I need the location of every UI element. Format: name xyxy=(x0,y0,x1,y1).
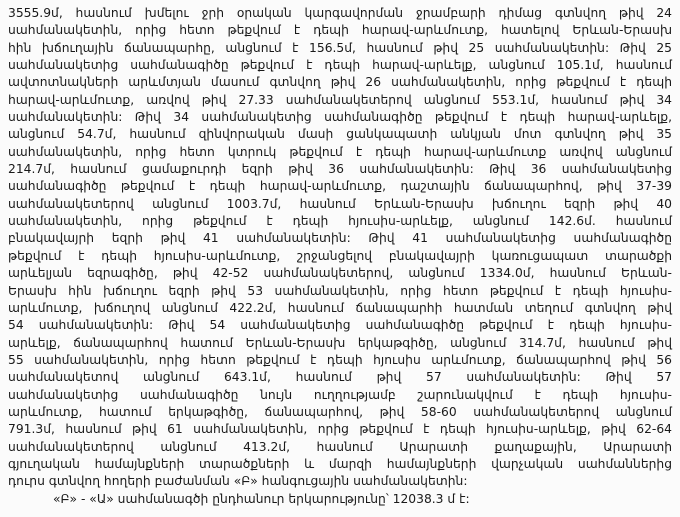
total-length-line: «Բ» - «Ա» սահմանագծի ընդհանուր երկարությունը՝ 12038.3 մ է: xyxy=(53,491,470,506)
text-line: սահմանակետով անցնում 643.1մ, հասնում թիվ 57 սահմանակետին: Թիվ 57 xyxy=(8,370,672,385)
text-line: 55 սահմանակետին, որից հետո թեքվում է դեպի հյուսիս արևմուտք, ճանապարհով թիվ 56 xyxy=(8,352,672,367)
text-line: արևելյան եզրագիծը, թիվ 42-52 սահմանակետերով, անցնում 1334.0մ, հասնում Երևան- xyxy=(8,266,672,281)
text-line: 791.3մ, հասնում թիվ 61 սահմանակետին, որից թեքվում է դեպի հյուսիս-արևելք, թիվ 62-64 xyxy=(8,422,672,437)
text-line: սահմանակետին, որից հետո թեքվում է դեպի հարավ-արևմուտք, հատելով Երևան-Երասխ xyxy=(8,23,672,38)
text-line: սահմանագիծը թեքվում է դեպի հարավ-արևմուտք, դաշտային ճանապարհով, թիվ 37-39 xyxy=(8,179,672,194)
text-line: Երասխ հին խճուղու եզրի թիվ 53 սահմանակետին, որից հետո թեքվում է դեպի հյուսիս- xyxy=(8,283,672,298)
text-line: հին խճուղային ճանապարհը, անցնում է 156.5մ, հասնում թիվ 25 սահմանակետին: Թիվ 25 xyxy=(8,40,672,55)
text-line: 54 սահմանակետին: Թիվ 54 սահմանակետից սահմանագիծը թեքվում է դեպի հյուսիս- xyxy=(8,318,672,333)
text-line: բնակավայրի եզրի թիվ 41 սահմանակետին: Թիվ 41 սահմանակետից սահմանագիծը xyxy=(8,231,672,246)
text-line: հարավ-արևմուտք, առվով թիվ 27.33 սահմանակետերով անցնում 553.1մ, հասնում թիվ 34 xyxy=(8,92,672,107)
text-line: սահմանակետին, որից հետո կտրուկ թեքվում է դեպի հարավ-արևմուտք առվով անցնում xyxy=(8,144,672,159)
text-line: 3555.9մ, հասնում խմելու ջրի օրական կարգավորման ջրամբարի դիմաց գտնվող թիվ 24 xyxy=(8,6,672,20)
text-line: սահմանակետից սահմանագիծը նույն ուղղությամբ շարունակվում է դեպի հյուսիս- xyxy=(8,387,672,402)
text-line: 214.7մ, հասնում ցամաքուրդի եզրի թիվ 36 սահմանակետին: Թիվ 36 սահմանակետից xyxy=(8,162,672,177)
text-line: սահմանակետից սահմանագիծը թեքվում է դեպի հարավ-արևելք, անցնում 105.1մ, հասնում xyxy=(8,58,672,73)
text-line: արևմուտք, հատում երկաթգիծը, ճանապարհով, թիվ 58-60 սահմանակետերով անցնում xyxy=(8,404,672,419)
text-line: անցնում 54.7մ, հասնում զինվորական մասի ցանկապատի անկյան մոտ գտնվող թիվ 35 xyxy=(8,127,672,142)
text-line: սահմանակետին: Թիվ 34 սահմանակետից սահմանագիծը թեքվում է դեպի հարավ-արևելք, xyxy=(8,110,672,125)
text-line: արևմուտք, խճուղով անցնում 422.2մ, հասնում ճանապարհի հատման տեղում գտնվող թիվ xyxy=(8,300,672,315)
text-line: դուրս գտնվող հողերի բաժանման «Բ» հանգուցային սահմանակետին: xyxy=(8,474,468,489)
text-line: սահմանակետին, որից թեքվում է դեպի հյուսիս-արևելք, անցնում 142.6մ. հասնում xyxy=(8,214,672,229)
text-line: արևելք, ճանապարհով հատում Երևան-Երասխ երկաթգիծը, անցնում 314.7մ, հասնում թիվ xyxy=(8,335,672,350)
text-line: սահմանակետերով անցնում 1003.7մ, հասնում Երևան-Երասխ խճուղու եզրի թիվ 40 xyxy=(8,196,672,211)
text-line: գյուղական համայնքների տարածքների և մարզի համայնքների վարչական սահմաններից xyxy=(8,456,672,471)
text-line: թեքվում է դեպի հյուսիս-արևմուտք, շրջանցելով բնակավայրի կառուցապատ տարածքի xyxy=(8,248,672,263)
text-line: ավտոտնակների արևմտյան մասում գտնվող թիվ 26 սահմանակետին, որից թեքվում է դեպի xyxy=(8,75,672,90)
text-line: սահմանակետերով անցնում 413.2մ, հասնում Արարատի քաղաքային, Արարատի xyxy=(8,439,672,454)
